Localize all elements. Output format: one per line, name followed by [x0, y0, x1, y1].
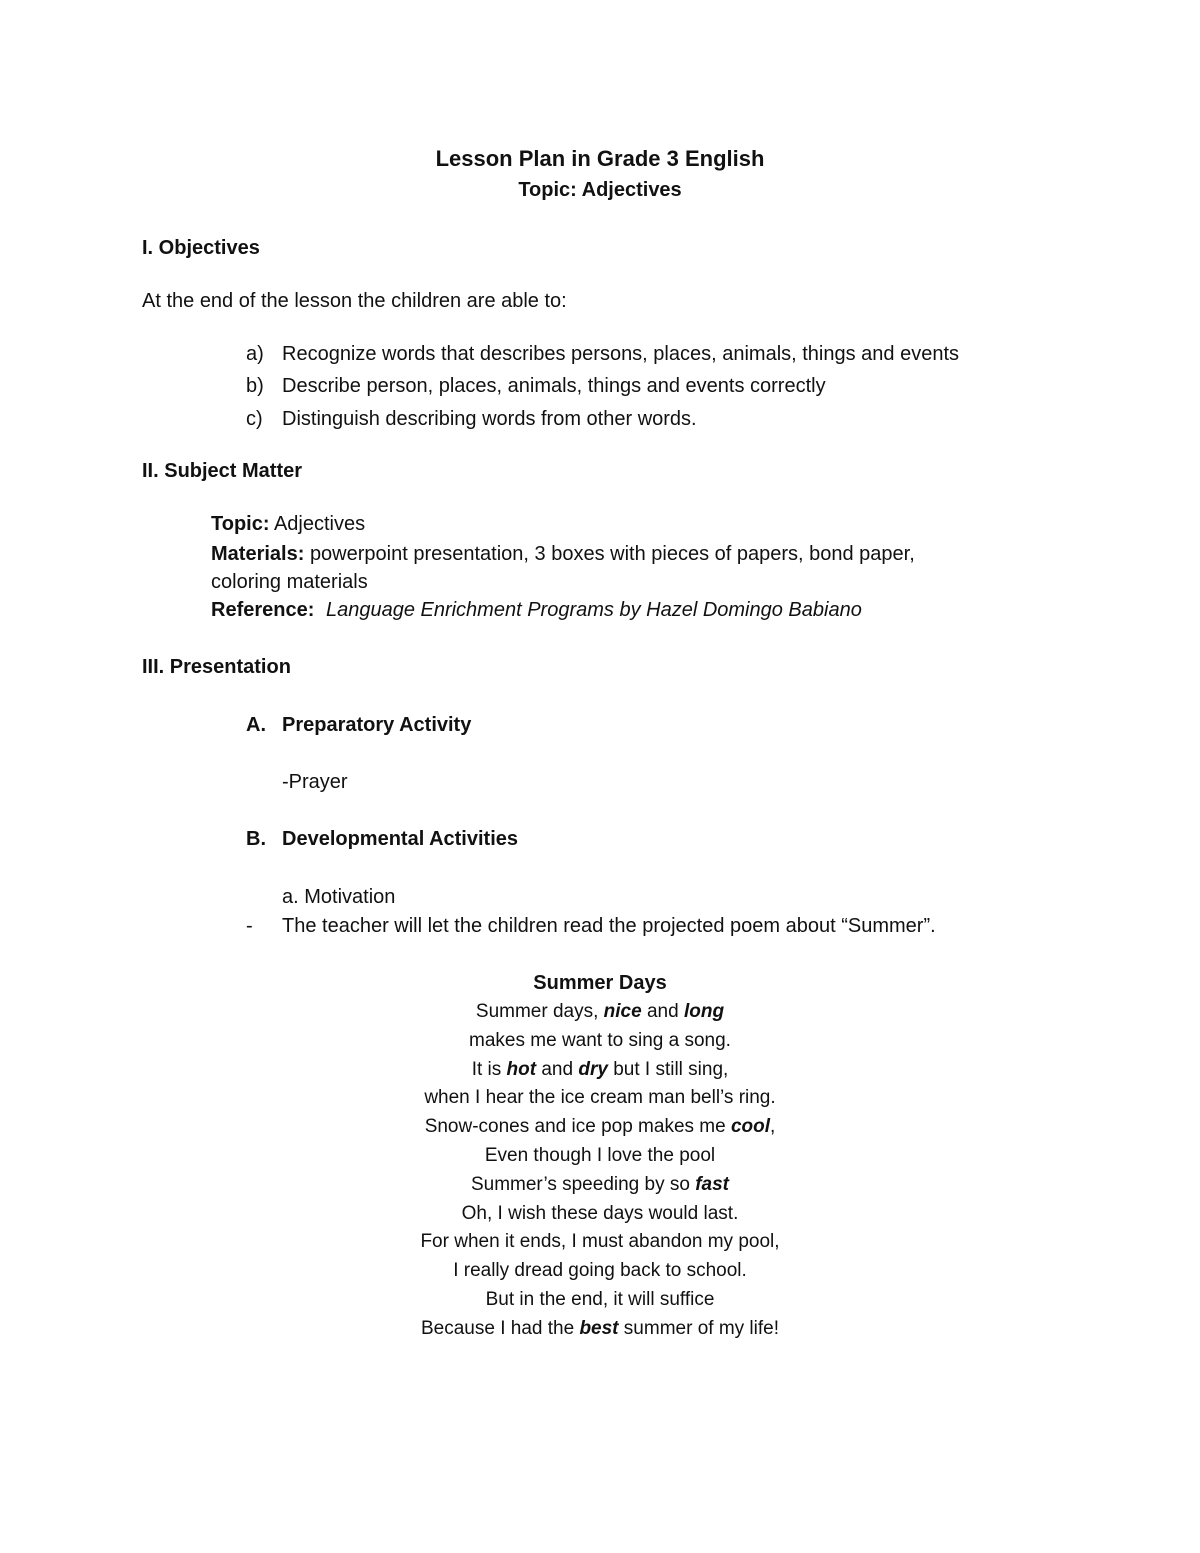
poem-line: [0, 1171, 1200, 1199]
poem-text: and: [536, 1058, 579, 1080]
section-a-marker: A.: [246, 714, 266, 736]
poem-line: [0, 1200, 1200, 1228]
poem-adjective: nice: [603, 1001, 642, 1022]
objective-marker-a: a): [246, 343, 264, 365]
motivation-subheading: a. Motivation: [282, 886, 396, 908]
poem-text: But in the end, it will suffice: [485, 1289, 715, 1310]
poem-adjective: dry: [578, 1058, 608, 1080]
document-title: Lesson Plan in Grade 3 English: [435, 146, 765, 171]
objective-item-a: Recognize words that describes persons, places, animals, things and events: [282, 343, 960, 365]
materials-row: [211, 540, 915, 568]
presentation-heading: III. Presentation: [142, 656, 291, 678]
materials-value-continued: coloring materials: [211, 571, 368, 593]
poem-line: [0, 1027, 1200, 1055]
materials-label: Materials:: [211, 543, 305, 565]
reference-value: Language Enrichment Programs by Hazel Domingo Babiano: [325, 599, 862, 621]
section-b-marker: B.: [246, 828, 266, 850]
poem-text: It is: [471, 1058, 507, 1080]
poem-adjective: fast: [695, 1173, 730, 1195]
poem-text: Summer’s speeding by so: [470, 1173, 696, 1195]
poem-line: [0, 1315, 1200, 1343]
poem-line: [0, 998, 1200, 1026]
poem-text: makes me want to sing a song.: [469, 1029, 731, 1051]
poem-line: [0, 1228, 1200, 1256]
poem-text: but I still sing,: [607, 1058, 729, 1080]
motivation-instruction: The teacher will let the children read the projected poem about “Summer”.: [282, 915, 936, 937]
poem-adjective: long: [683, 1001, 725, 1022]
poem-text: Snow-cones and ice pop makes me: [424, 1116, 731, 1138]
poem-line: [0, 1056, 1200, 1084]
objectives-intro: At the end of the lesson the children are able to:: [142, 290, 567, 312]
poem-text: and: [641, 1001, 684, 1022]
objective-item-b: Describe person, places, animals, things and events correctly: [282, 375, 826, 397]
poem-text: Even though I love the pool: [484, 1145, 716, 1166]
objective-marker-b: b): [246, 375, 264, 397]
poem-text: ,: [770, 1116, 776, 1138]
instruction-dash: -: [246, 915, 253, 937]
objectives-heading: I. Objectives: [142, 237, 260, 259]
poem-adjective: cool: [730, 1116, 771, 1138]
poem-text: Because I had the: [420, 1317, 580, 1339]
reference-row: [211, 596, 862, 624]
objective-marker-c: c): [246, 408, 263, 430]
poem-text: For when it ends, I must abandon my pool,: [420, 1231, 780, 1253]
poem-line: [0, 1113, 1200, 1141]
poem-text: Summer days,: [475, 1001, 604, 1022]
reference-label: Reference:: [211, 599, 315, 621]
poem-line: [0, 1142, 1200, 1170]
poem-line: [0, 1257, 1200, 1285]
poem-text: I really dread going back to school.: [453, 1260, 747, 1282]
poem-adjective: hot: [506, 1058, 537, 1080]
subject-matter-heading: II. Subject Matter: [142, 460, 303, 482]
poem-text: summer of my life!: [618, 1317, 779, 1339]
poem-line: [0, 1084, 1200, 1112]
document-subtitle: Topic: Adjectives: [518, 179, 682, 201]
topic-value: Adjectives: [273, 513, 366, 535]
materials-value: powerpoint presentation, 3 boxes with pieces of papers, bond paper,: [309, 543, 915, 565]
poem-title: Summer Days: [533, 972, 667, 994]
poem-text: Oh, I wish these days would last.: [461, 1202, 739, 1224]
topic-row: [211, 510, 365, 538]
poem-line: [0, 1286, 1200, 1314]
topic-label: Topic:: [211, 513, 270, 535]
section-b-title: Developmental Activities: [282, 828, 519, 850]
poem-text: when I hear the ice cream man bell’s ring.: [424, 1087, 776, 1109]
section-a-title: Preparatory Activity: [282, 714, 472, 736]
prayer-item: -Prayer: [282, 771, 348, 793]
objective-item-c: Distinguish describing words from other words.: [282, 408, 697, 430]
poem-adjective: best: [579, 1317, 619, 1339]
